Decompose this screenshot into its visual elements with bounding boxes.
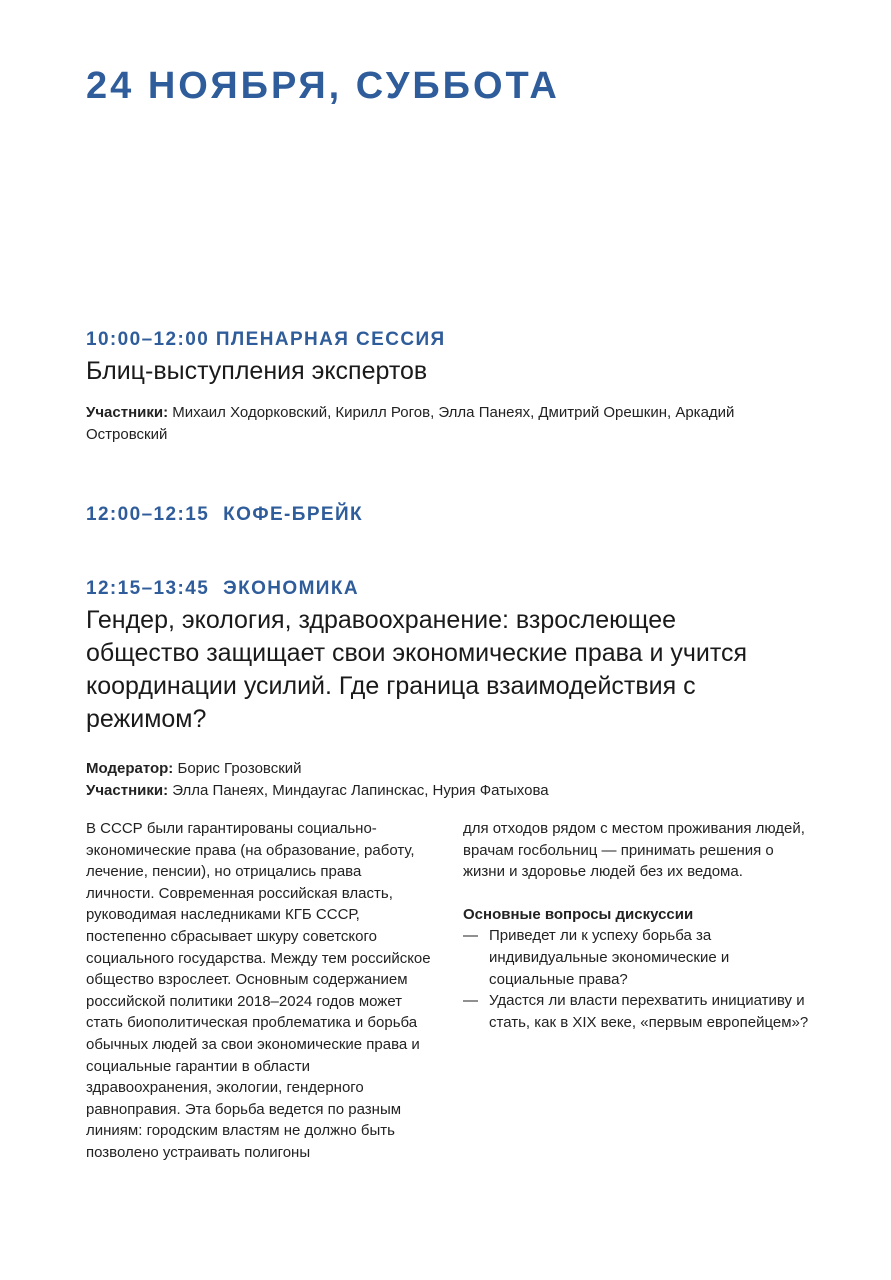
participants-list: Михаил Ходорковский, Кирилл Рогов, Элла Панеях, Дмитрий Орешкин, Аркадий Островский (86, 404, 735, 443)
description-text: В СССР были гарантированы социально-экономические права (на образование, работу, лечение, пенсии), но отрицались права личности. Современная российская власть, руководимая наследниками КГБ СССР, постепенно сбрасывает шкуру советского социального государства. Между тем российское общество взрослеет. Основным содержанием российской политики 2018–2024 годов может стать биополитическая проблематика и борьба обычных людей за свои экономические права и социальные гарантии в области здравоохранения, экологии, гендерного равноправия. Эта борьба ведется по разным линиям: городским властям не должно быть позволено устраивать полигоны (86, 820, 431, 1161)
session-heading (86, 327, 806, 353)
questions-list (463, 925, 813, 1033)
participants-list: Элла Панеях, Миндаугас Лапинскас, Нурия Фатыхова (172, 782, 549, 799)
session-economy (86, 576, 806, 802)
description-left-column (86, 818, 431, 1164)
list-item (463, 925, 813, 990)
session-time: 12:15–13:45 (86, 578, 210, 599)
list-item (463, 990, 813, 1033)
participants-label: Участники: (86, 404, 169, 421)
page-title: 24 НОЯБРЯ, СУББОТА (86, 65, 560, 107)
session-coffee-break (86, 502, 806, 528)
question-text: Приведет ли к успеху борьба за индивидуальные экономические и социальные права? (489, 927, 730, 988)
description-continuation: для отходов рядом с местом проживания людей, врачам госбольниц — принимать решения о жизни и здоровье людей без их ведома. (463, 820, 805, 881)
participants (86, 402, 806, 446)
session-type: ЭКОНОМИКА (223, 578, 359, 599)
questions-heading: Основные вопросы дискуссии (463, 905, 694, 923)
session-heading (86, 576, 806, 602)
dash-bullet: — (463, 927, 478, 945)
session-time: 12:00–12:15 (86, 504, 210, 525)
session-type: ПЛЕНАРНАЯ СЕССИЯ (215, 329, 446, 350)
participants (86, 780, 806, 802)
session-time: 10:00–12:00 (86, 329, 210, 350)
moderator-name: Борис Грозовский (177, 760, 302, 777)
session-title: Гендер, экология, здравоохранение: взрослеющее общество защищает свои экономические права и учится координации усилий. Где граница взаимодействия с режимом? (86, 606, 748, 733)
session-type: КОФЕ-БРЕЙК (223, 504, 364, 525)
moderator (86, 758, 806, 780)
dash-bullet: — (463, 992, 478, 1010)
description-right-column (463, 818, 813, 1033)
participants-label: Участники: (86, 782, 169, 799)
session-heading (86, 502, 806, 528)
session-title: Блиц-выступления экспертов (86, 357, 428, 385)
question-text: Удастся ли власти перехватить инициативу и стать, как в XIX веке, «первым европейцем»? (489, 992, 809, 1031)
moderator-label: Модератор: (86, 760, 174, 777)
session-plenary (86, 327, 806, 446)
